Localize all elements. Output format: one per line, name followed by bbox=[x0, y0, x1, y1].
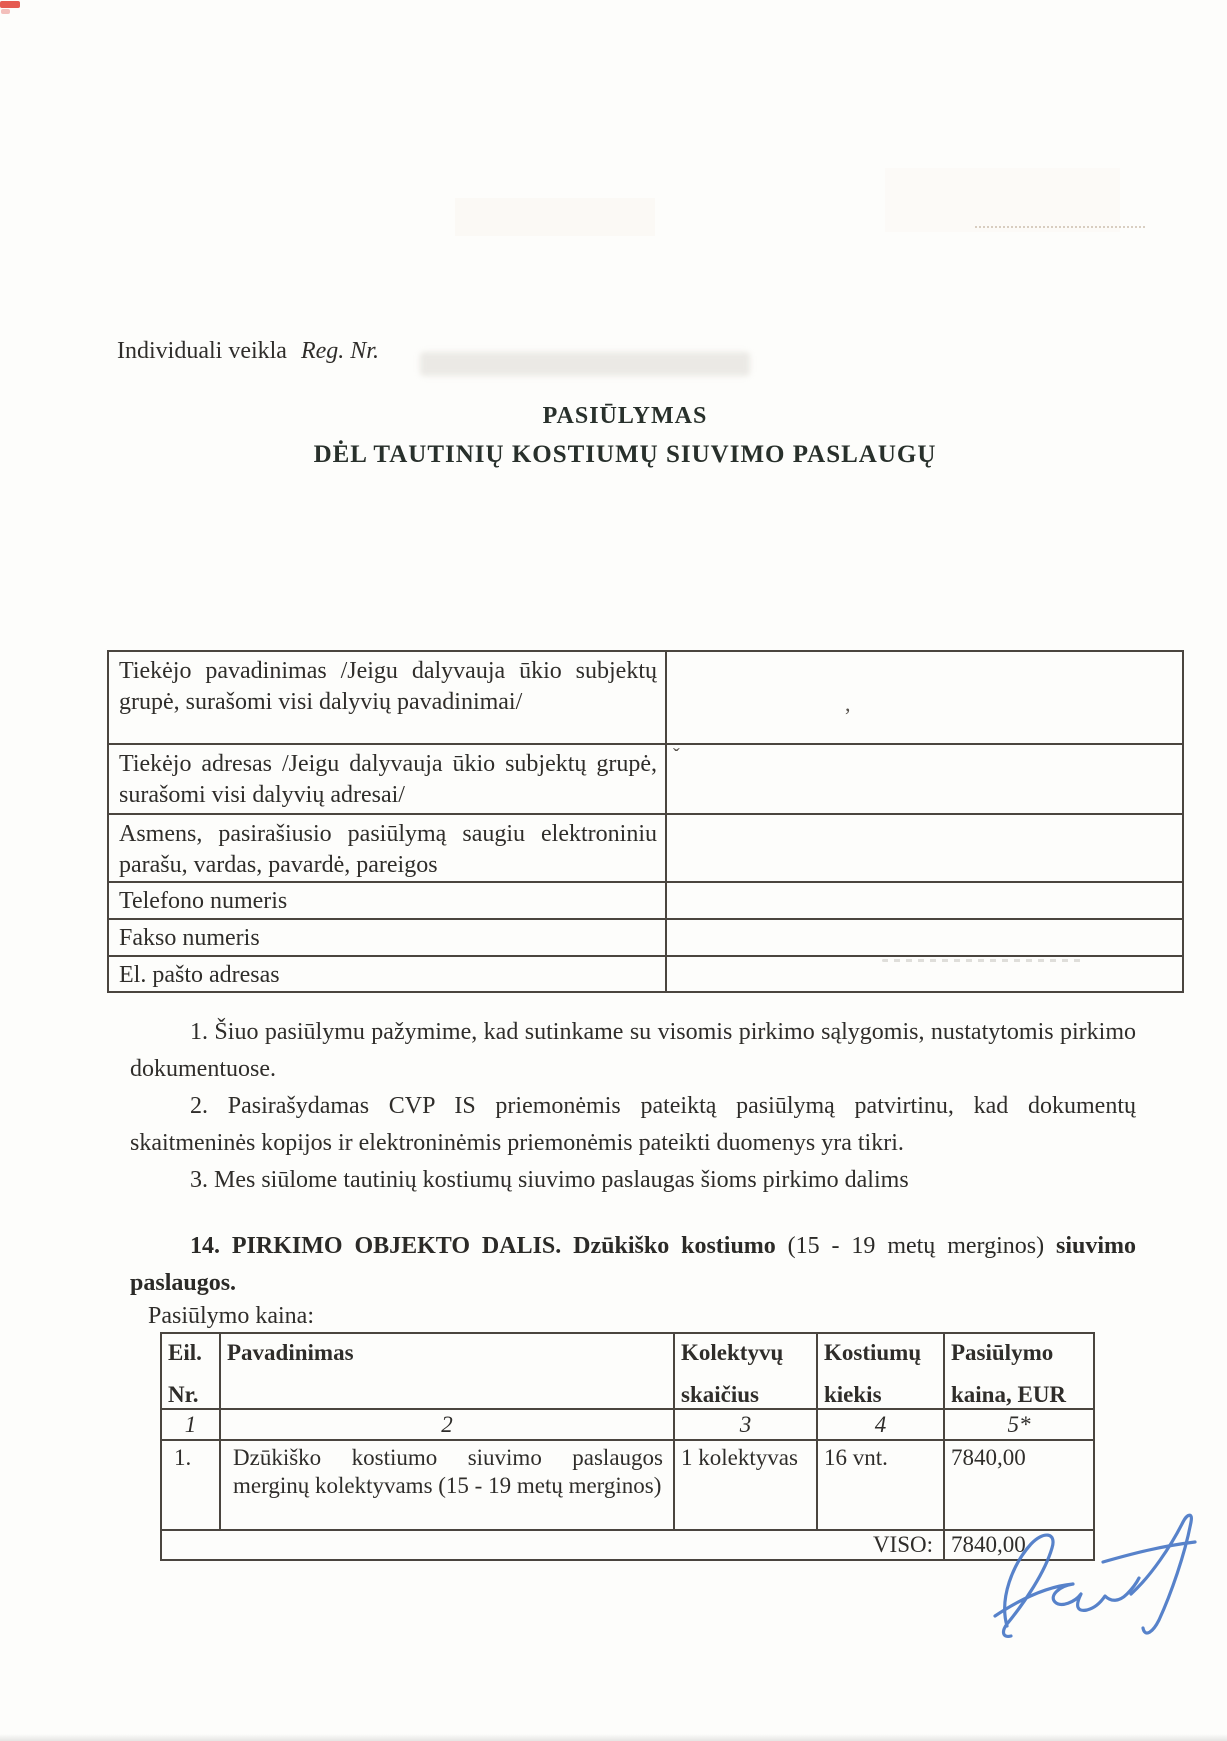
phone-label: Telefono numeris bbox=[108, 882, 666, 919]
supplier-name-value bbox=[666, 651, 1183, 744]
table-row bbox=[108, 956, 1183, 992]
header-line: skaičius bbox=[681, 1382, 759, 1407]
signer-value bbox=[666, 814, 1183, 882]
paragraph-2: 2. Pasirašydamas CVP IS priemonėmis pateiktą pasiūlymą patvirtinu, kad dokumentų skaitmeninės kopijos ir elektroninėmis priemonėmis pateikti duomenys yra tikri. bbox=[130, 1093, 1136, 1156]
header-line: Pasiūlymo bbox=[951, 1340, 1054, 1365]
table-row bbox=[108, 919, 1183, 956]
title-line-2: DĖL TAUTINIŲ KOSTIUMŲ SIUVIMO PASLAUGŲ bbox=[313, 441, 937, 468]
header-line: Pavadinimas bbox=[227, 1340, 354, 1365]
header-line: Eil. bbox=[168, 1340, 202, 1365]
signer-label: Asmens, pasirašiusio pasiūlymą saugiu elektroniniu parašu, vardas, pavardė, pareigos bbox=[108, 814, 666, 882]
title-line-1: PASIŪLYMAS bbox=[542, 403, 708, 429]
price-intro: Pasiūlymo kaina: bbox=[148, 1303, 314, 1329]
phone-value bbox=[666, 882, 1183, 919]
total-value: 7840,00 bbox=[944, 1530, 1094, 1560]
section-bold-1: 14. PIRKIMO OBJEKTO DALIS. Dzūkiško kostiumo bbox=[190, 1233, 788, 1259]
collectives-cell: 1 kolektyvas bbox=[674, 1440, 817, 1530]
paragraph-1: 1. Šiuo pasiūlymu pažymime, kad sutinkame su visomis pirkimo sąlygomis, nustatytomis pirkimo dokumentuose. bbox=[130, 1019, 1136, 1082]
scan-edge-shadow bbox=[0, 1734, 1227, 1741]
stray-ink-mark: , bbox=[845, 691, 851, 716]
header-kostiumu-kiekis bbox=[817, 1333, 944, 1409]
table-row bbox=[108, 882, 1183, 919]
header-line: Kolektyvų bbox=[681, 1340, 784, 1365]
col-number: 3 bbox=[674, 1409, 817, 1440]
row-number-cell: 1. bbox=[161, 1440, 220, 1530]
header-eil-nr bbox=[161, 1333, 220, 1409]
supplier-name-label: Tiekėjo pavadinimas /Jeigu dalyvauja ūkio subjektų grupė, surašomi visi dalyvių pavadinimai/ bbox=[108, 651, 666, 744]
signature-stroke bbox=[1004, 1535, 1054, 1636]
reg-line bbox=[117, 338, 379, 365]
header-line: kiekis bbox=[824, 1382, 882, 1407]
body-text bbox=[130, 1014, 1136, 1335]
erased-area bbox=[420, 352, 750, 376]
column-number-row bbox=[161, 1409, 1094, 1440]
table-row bbox=[108, 744, 1183, 814]
reg-nr-label: Reg. Nr. bbox=[300, 338, 379, 364]
scanner-smudge bbox=[455, 198, 655, 236]
quantity-cell: 16 vnt. bbox=[817, 1440, 944, 1530]
header-pasiulymo-kaina bbox=[944, 1333, 1094, 1409]
email-label: El. pašto adresas bbox=[108, 956, 666, 992]
faint-erased-text bbox=[882, 959, 1082, 962]
section-bold-2: siuvimo paslaugos. bbox=[130, 1233, 1136, 1296]
price-table-header-row bbox=[161, 1333, 1094, 1409]
service-name-cell: Dzūkiško kostiumo siuvimo paslaugos merginų kolektyvams (15 - 19 metų merginos) bbox=[220, 1440, 674, 1530]
scanner-dotted-artifact bbox=[975, 226, 1145, 228]
supplier-info-table bbox=[107, 650, 1184, 993]
header-pavadinimas bbox=[220, 1333, 674, 1409]
handwritten-signature bbox=[955, 1498, 1215, 1658]
header-line: kaina, EUR bbox=[951, 1382, 1067, 1407]
supplier-address-label: Tiekėjo adresas /Jeigu dalyvauja ūkio subjektų grupė, surašomi visi dalyvių adresai/ bbox=[108, 744, 666, 814]
individual-activity-label: Individuali veikla bbox=[117, 338, 287, 364]
paragraph-3: 3. Mes siūlome tautinių kostiumų siuvimo paslaugas šioms pirkimo dalims bbox=[190, 1167, 909, 1193]
total-label: VISO: bbox=[161, 1530, 944, 1560]
price-cell: 7840,00 bbox=[944, 1440, 1094, 1530]
col-number: 1 bbox=[161, 1409, 220, 1440]
email-value bbox=[666, 956, 1183, 992]
signature-stroke bbox=[1131, 1515, 1191, 1633]
scanner-red-mark bbox=[0, 1, 20, 8]
header-line: Kostiumų bbox=[824, 1340, 922, 1365]
table-row bbox=[108, 814, 1183, 882]
section-normal: (15 - 19 metų merginos) bbox=[787, 1233, 1056, 1259]
scanner-smudge bbox=[885, 168, 1120, 232]
fax-value bbox=[666, 919, 1183, 956]
stray-ink-mark: ˇ bbox=[673, 745, 680, 767]
col-number: 5* bbox=[944, 1409, 1094, 1440]
col-number: 2 bbox=[220, 1409, 674, 1440]
table-row bbox=[108, 651, 1183, 744]
col-number: 4 bbox=[817, 1409, 944, 1440]
document-title bbox=[107, 403, 1143, 469]
header-line: Nr. bbox=[168, 1382, 199, 1407]
section-heading bbox=[130, 1228, 1136, 1302]
supplier-address-value bbox=[666, 744, 1183, 814]
scanner-red-mark bbox=[1, 9, 10, 14]
header-kolektyvu-skaicius bbox=[674, 1333, 817, 1409]
fax-label: Fakso numeris bbox=[108, 919, 666, 956]
